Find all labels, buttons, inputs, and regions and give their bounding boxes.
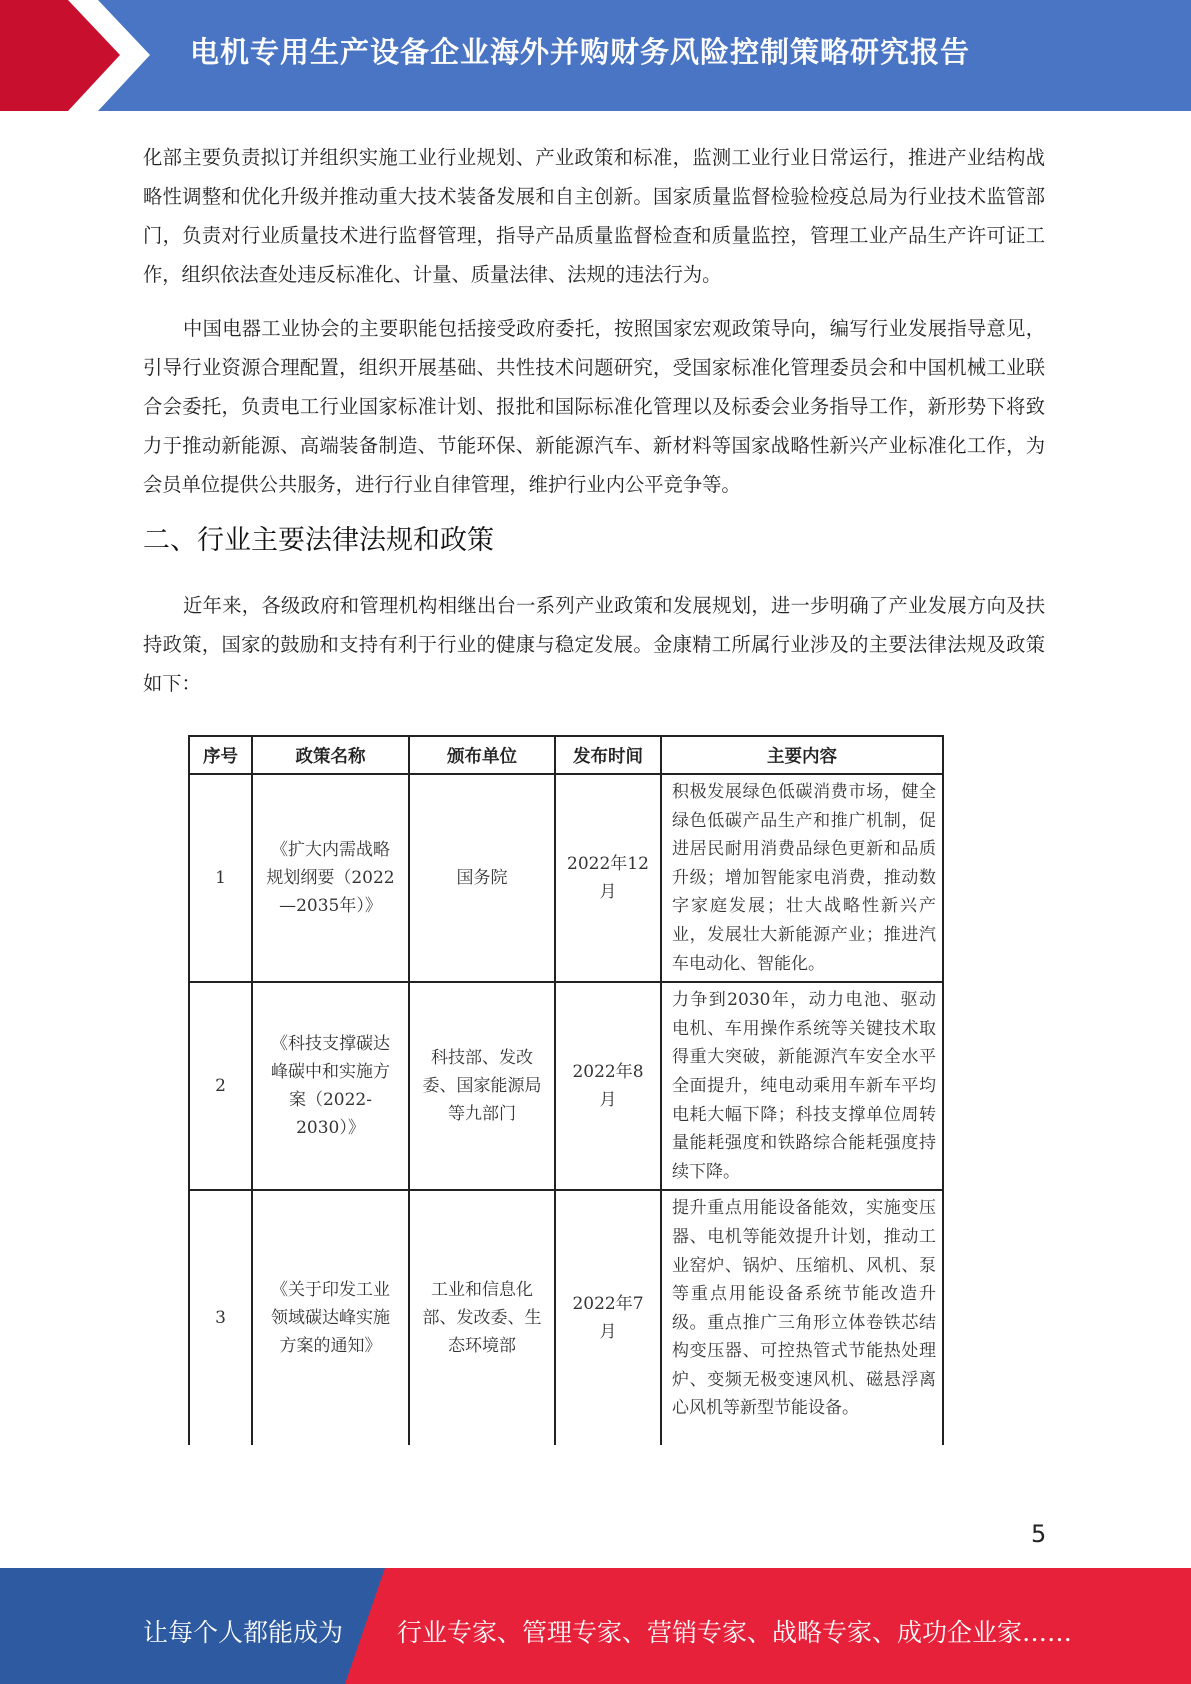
table-row — [189, 1190, 943, 1445]
cell-no: 3 — [189, 1190, 252, 1445]
cell-issuer: 国务院 — [409, 774, 555, 982]
column-header-content: 主要内容 — [661, 736, 943, 774]
table-header-row — [189, 736, 943, 774]
cell-date: 2022年8月 — [555, 982, 661, 1190]
footer-slogan-roles: 行业专家、管理专家、营销专家、战略专家、成功企业家…… — [397, 1618, 1073, 1647]
cell-policy-name: 《扩大内需战略规划纲要（2022—2035年）》 — [252, 774, 409, 982]
page-header — [0, 0, 1191, 111]
paragraph-association-duties: 中国电器工业协会的主要职能包括接受政府委托，按照国家宏观政策导向，编写行业发展指导意见，引导行业资源合理配置，组织开展基础、共性技术问题研究，受国家标准化管理委员会和中国机械工业联合会委托，负责电工行业国家标准计划、报批和国际标准化管理以及标委会业务指导工作，新形势下将致力于推动新能源、高端装备制造、节能环保、新能源汽车、新材料等国家战略性新兴产业标准化工作，为会员单位提供公共服务，进行行业自律管理，维护行业内公平竞争等。 — [143, 317, 1045, 496]
section-heading: 二、行业主要法律法规和政策 — [143, 525, 494, 556]
cell-date: 2022年7月 — [555, 1190, 661, 1445]
header-chevron-decoration — [0, 0, 160, 111]
paragraph-ministry-duties: 化部主要负责拟订并组织实施工业行业规划、产业政策和标准，监测工业行业日常运行，推进产业结构战略性调整和优化升级并推动重大技术装备发展和自主创新。国家质量监督检验检疫总局为行业技术监管部门，负责对行业质量技术进行监督管理，指导产品质量监督检查和质量监控，管理工业产品生产许可证工作，组织依法查处违反标准化、计量、质量法律、法规的违法行为。 — [143, 146, 1045, 286]
column-header-issuer: 颁布单位 — [409, 736, 555, 774]
paragraph-policy-intro: 近年来，各级政府和管理机构相继出台一系列产业政策和发展规划，进一步明确了产业发展方向及扶持政策，国家的鼓励和支持有利于行业的健康与稳定发展。金康精工所属行业涉及的主要法律法规及政策如下： — [143, 594, 1045, 695]
cell-content: 积极发展绿色低碳消费市场，健全绿色低碳产品生产和推广机制，促进居民耐用消费品绿色更新和品质升级；增加智能家电消费，推动数字家庭发展；壮大战略性新兴产业，发展壮大新能源产业；推进汽车电动化、智能化。 — [661, 774, 943, 982]
policy-table — [188, 735, 944, 1445]
column-header-date: 发布时间 — [555, 736, 661, 774]
cell-content: 力争到2030年，动力电池、驱动电机、车用操作系统等关键技术取得重大突破，新能源汽车安全水平全面提升，纯电动乘用车新车平均电耗大幅下降；科技支撑单位周转量能耗强度和铁路综合能耗强度持续下降。 — [661, 982, 943, 1190]
cell-issuer: 工业和信息化部、发改委、生态环境部 — [409, 1190, 555, 1445]
footer-slogan-lead: 让每个人都能成为 — [143, 1618, 344, 1647]
cell-content: 提升重点用能设备能效，实施变压器、电机等能效提升计划，推动工业窑炉、锅炉、压缩机、风机、泵等重点用能设备系统节能改造升级。重点推广三角形立体卷铁芯结构变压器、可控热管式节能热处理炉、变频无极变速风机、磁悬浮离心风机等新型节能设备。 — [661, 1190, 943, 1445]
column-header-no: 序号 — [189, 736, 252, 774]
cell-no: 2 — [189, 982, 252, 1190]
page-number: 5 — [1031, 1520, 1047, 1548]
cell-issuer: 科技部、发改委、国家能源局等九部门 — [409, 982, 555, 1190]
table-row — [189, 982, 943, 1190]
cell-policy-name: 《关于印发工业领域碳达峰实施方案的通知》 — [252, 1190, 409, 1445]
table-row — [189, 774, 943, 982]
cell-policy-name: 《科技支撑碳达峰碳中和实施方案（2022-2030）》 — [252, 982, 409, 1190]
cell-date: 2022年12月 — [555, 774, 661, 982]
report-title: 电机专用生产设备企业海外并购财务风险控制策略研究报告 — [190, 35, 971, 69]
page-footer — [0, 1568, 1191, 1684]
cell-no: 1 — [189, 774, 252, 982]
column-header-name: 政策名称 — [252, 736, 409, 774]
